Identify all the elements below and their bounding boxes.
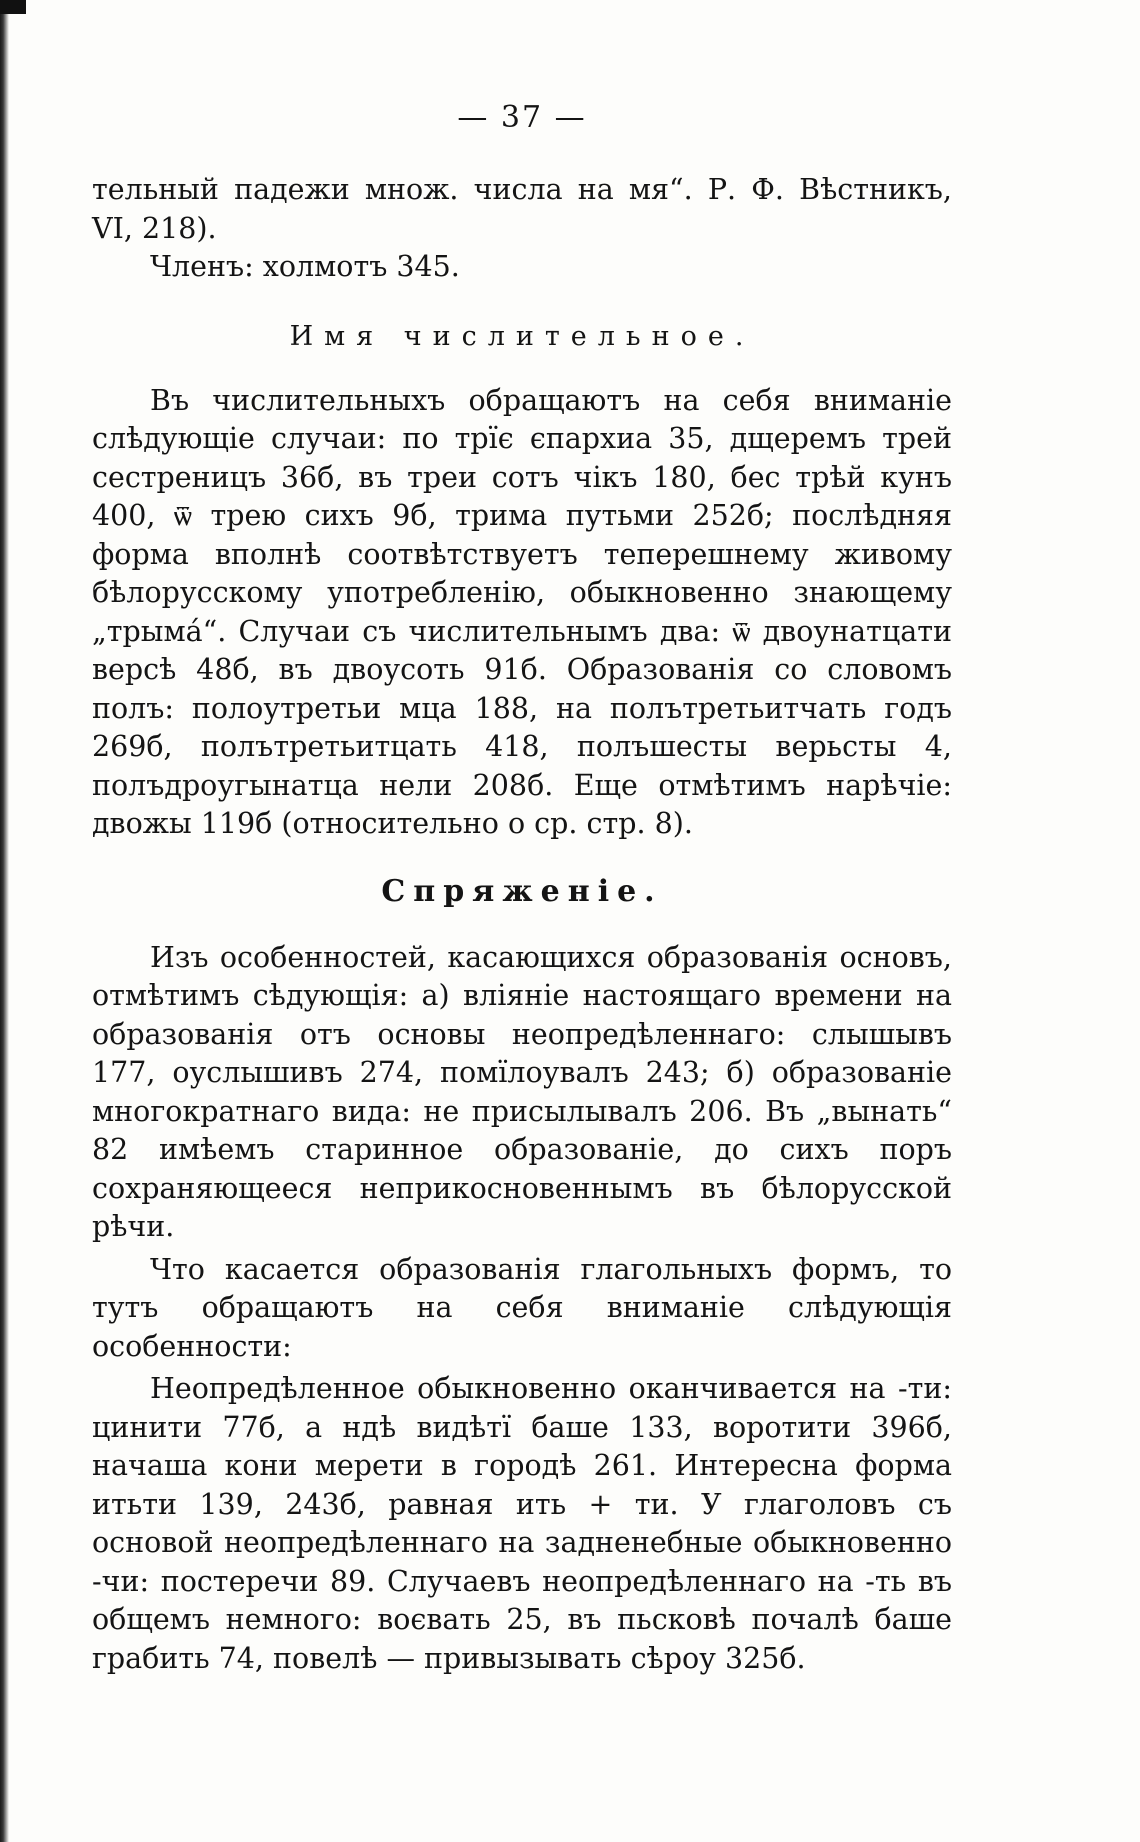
section-heading-conjugation: Спряженіе.	[381, 873, 663, 909]
paragraph-member: Членъ: холмотъ 345.	[150, 250, 460, 283]
paragraph-conjugation-3: Неопредѣленное обыкновенно оканчивается на -ти: цинити 77б, а ндѣ видѣтї баше 133, воротити 396б, начаша кони мерети в городѣ 261. Интересна форма итьти 139, 243б, равная ить + ти. У глаголовъ съ основой неопредѣленнаго на задненебные обыкновенно -чи: постеречи 89. Случаевъ неопредѣленнаго на -ть въ общемъ немного: воєвать 25, въ пьсковѣ почалѣ баше грабить 74, повелѣ — привызывать сѣроу 325б.	[92, 1372, 952, 1675]
section-heading-numeral: Имя числительное.	[289, 320, 755, 352]
scan-corner-mark	[0, 0, 26, 14]
paragraph-conjugation-2: Что касается образованія глагольныхъ формъ, то тутъ обращаютъ на себя вниманіе слѣдующія особенности:	[92, 1252, 952, 1363]
scan-edge	[0, 0, 9, 1842]
book-page	[92, 100, 952, 1678]
paragraph-numeral: Въ числительныхъ обращаютъ на себя вниманіе слѣдующіе случаи: по трїє єпархиа 35, дщеремъ трей сестреницъ 36б, въ треи сотъ чікъ 180, бес трѣй кунъ 400, ѿ трею сихъ 9б, трима путьми 252б; послѣдняя форма вполнѣ соотвѣтствуетъ теперешнему живому бѣлорусскому употребленію, обыкновенно знающему „трымá“. Случаи съ числительнымъ два: ѿ двоунатцати версѣ 48б, въ двоусоть 91б. Образованія со словомъ полъ: полоутретьи мца 188, на полътретьитчать годъ 269б, полътретьитцать 418, полъшесты верьсты 4, полъдроугынатца нели 208б. Еще отмѣтимъ нарѣчіе: двожы 119б (относительно о ср. стр. 8).	[92, 383, 952, 840]
paragraph-conjugation-1: Изъ особенностей, касающихся образованія основъ, отмѣтимъ сѣдующія: а) вліяніе настоящаго времени на образованія отъ основы неопредѣленнаго: слышывъ 177, оуслышивъ 274, помїлоувалъ 243; б) образованіе многократнаго вида: не присылывалъ 206. Въ „вынать“ 82 имѣемъ старинное образованіе, до сихъ поръ сохраняющееся неприкосновеннымъ въ бѣлорусской рѣчи.	[92, 940, 952, 1243]
page-number: — 37 —	[457, 100, 587, 135]
paragraph-continuation: тельный падежи множ. числа на мя“. Р. Ф. Вѣстникъ, VI, 218).	[92, 173, 952, 245]
